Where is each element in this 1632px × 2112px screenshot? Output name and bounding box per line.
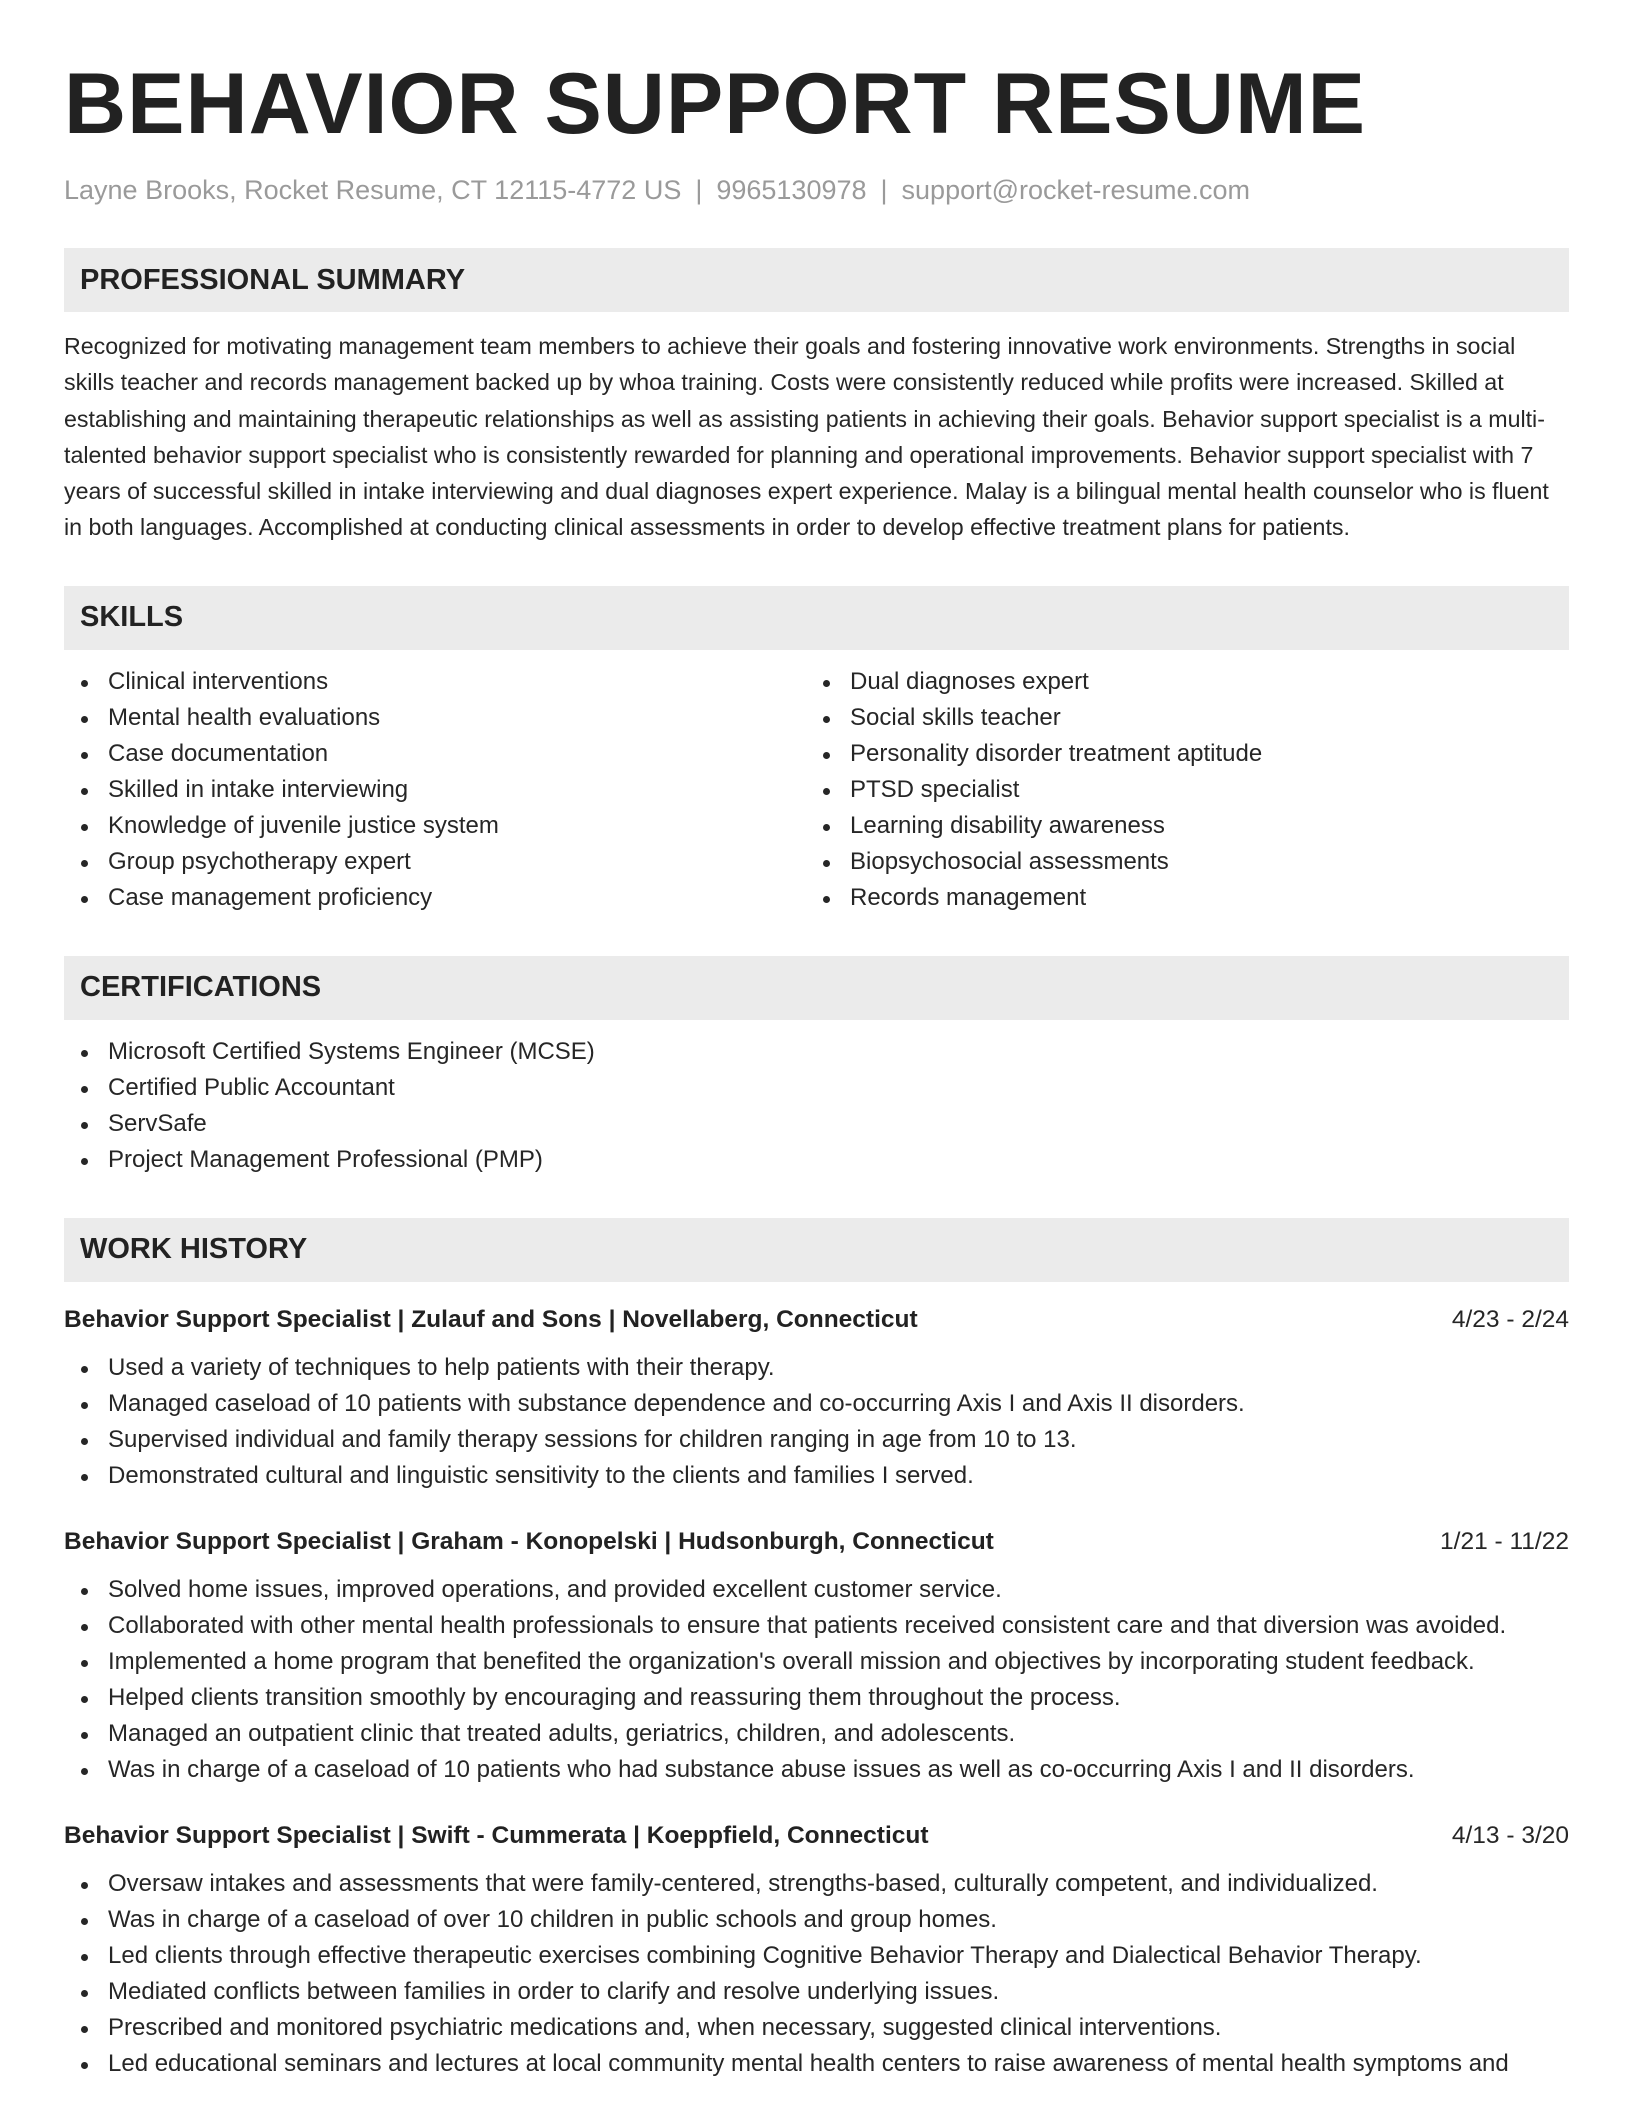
skill-item: Personality disorder treatment aptitude xyxy=(806,736,1569,772)
skill-item: Skilled in intake interviewing xyxy=(64,772,806,808)
job-bullet: Used a variety of techniques to help patients with their therapy. xyxy=(64,1350,1569,1386)
job-bullet: Demonstrated cultural and linguistic sensitivity to the clients and families I served. xyxy=(64,1458,1569,1494)
job-bullets xyxy=(64,1572,1569,1788)
contact-email: support@rocket-resume.com xyxy=(901,175,1251,205)
job-bullet: Collaborated with other mental health professionals to ensure that patients received consistent care and that diversion was avoided. xyxy=(64,1608,1569,1644)
skill-item: PTSD specialist xyxy=(806,772,1569,808)
job-header xyxy=(64,1818,1569,1854)
skill-item: Case management proficiency xyxy=(64,880,806,916)
job-dates: 4/13 - 3/20 xyxy=(1451,1821,1569,1849)
resume-title: BEHAVIOR SUPPORT RESUME xyxy=(64,56,1366,152)
skills-list-left xyxy=(64,664,806,916)
job-bullets xyxy=(64,1866,1569,2082)
contact-line xyxy=(64,172,1569,208)
skills-column-right xyxy=(806,664,1569,916)
job-bullet: Led clients through effective therapeutic exercises combining Cognitive Behavior Therapy and Dialectical Behavior Therapy. xyxy=(64,1938,1569,1974)
skill-item: Knowledge of juvenile justice system xyxy=(64,808,806,844)
certification-item: Project Management Professional (PMP) xyxy=(64,1142,1569,1178)
section-header-work-history: WORK HISTORY xyxy=(64,1218,1569,1282)
work-history-list xyxy=(64,1302,1569,2082)
skill-item: Social skills teacher xyxy=(806,700,1569,736)
certification-item: Microsoft Certified Systems Engineer (MCSE) xyxy=(64,1034,1569,1070)
job-bullet: Managed caseload of 10 patients with substance dependence and co-occurring Axis I and Axis II disorders. xyxy=(64,1386,1569,1422)
summary-text: Recognized for motivating management team members to achieve their goals and fostering innovative work environments. Strengths in social skills teacher and records management backed up by whoa training. Costs were consistently reduced while profits were increased. Skilled at establishing and maintaining therapeutic relationships as well as assisting patients in achieving their goals. Behavior support specialist is a multi-talented behavior support specialist who is consistently rewarded for planning and operational improvements. Behavior support specialist with 7 years of successful skilled in intake interviewing and dual diagnoses expert experience. Malay is a bilingual mental health counselor who is fluent in both languages. Accomplished at conducting clinical assessments in order to develop effective treatment plans for patients. xyxy=(64,333,1549,541)
job-bullets xyxy=(64,1350,1569,1494)
contact-phone: 9965130978 xyxy=(716,175,867,205)
section-header-skills: SKILLS xyxy=(64,586,1569,650)
skills-grid xyxy=(64,664,1569,916)
job-bullet: Was in charge of a caseload of over 10 children in public schools and group homes. xyxy=(64,1902,1569,1938)
contact-address: Layne Brooks, Rocket Resume, CT 12115-4772 US xyxy=(64,175,682,205)
job-dates: 4/23 - 2/24 xyxy=(1451,1305,1569,1333)
job-bullet: Led educational seminars and lectures at local community mental health centers to raise awareness of mental health symptoms and xyxy=(64,2046,1569,2082)
job-bullet: Was in charge of a caseload of 10 patients who had substance abuse issues as well as co-occurring Axis I and II disorders. xyxy=(64,1752,1569,1788)
skill-item: Dual diagnoses expert xyxy=(806,664,1569,700)
certification-item: ServSafe xyxy=(64,1106,1569,1142)
certifications-list xyxy=(64,1034,1569,1178)
job-title: Behavior Support Specialist | Swift - Cummerata | Koeppfield, Connecticut xyxy=(64,1821,929,1849)
job-dates: 1/21 - 11/22 xyxy=(1440,1527,1569,1555)
job-bullet: Oversaw intakes and assessments that were family-centered, strengths-based, culturally competent, and individualized. xyxy=(64,1866,1569,1902)
skill-item: Records management xyxy=(806,880,1569,916)
contact-separator: | xyxy=(695,175,703,205)
certification-item: Certified Public Accountant xyxy=(64,1070,1569,1106)
contact-separator: | xyxy=(880,175,888,205)
job-bullet: Managed an outpatient clinic that treated adults, geriatrics, children, and adolescents. xyxy=(64,1716,1569,1752)
skill-item: Group psychotherapy expert xyxy=(64,844,806,880)
job-entry xyxy=(64,1818,1569,2082)
skill-item: Case documentation xyxy=(64,736,806,772)
job-bullet: Mediated conflicts between families in order to clarify and resolve underlying issues. xyxy=(64,1974,1569,2010)
skill-item: Biopsychosocial assessments xyxy=(806,844,1569,880)
job-entry xyxy=(64,1302,1569,1494)
job-title: Behavior Support Specialist | Zulauf and Sons | Novellaberg, Connecticut xyxy=(64,1305,918,1333)
skill-item: Mental health evaluations xyxy=(64,700,806,736)
job-header xyxy=(64,1302,1569,1338)
skills-list-right xyxy=(806,664,1569,916)
job-bullet: Solved home issues, improved operations, and provided excellent customer service. xyxy=(64,1572,1569,1608)
job-bullet: Supervised individual and family therapy sessions for children ranging in age from 10 to 13. xyxy=(64,1422,1569,1458)
skills-column-left xyxy=(64,664,806,916)
job-header xyxy=(64,1524,1569,1560)
resume-page xyxy=(64,0,1569,2082)
skill-item: Clinical interventions xyxy=(64,664,806,700)
job-bullet: Implemented a home program that benefited the organization's overall mission and objectives by incorporating student feedback. xyxy=(64,1644,1569,1680)
job-title: Behavior Support Specialist | Graham - Konopelski | Hudsonburgh, Connecticut xyxy=(64,1527,994,1555)
job-bullet: Helped clients transition smoothly by encouraging and reassuring them throughout the process. xyxy=(64,1680,1569,1716)
job-entry xyxy=(64,1524,1569,1788)
skill-item: Learning disability awareness xyxy=(806,808,1569,844)
job-bullet: Prescribed and monitored psychiatric medications and, when necessary, suggested clinical interventions. xyxy=(64,2010,1569,2046)
section-header-certifications: CERTIFICATIONS xyxy=(64,956,1569,1020)
section-header-summary: PROFESSIONAL SUMMARY xyxy=(64,248,1569,312)
